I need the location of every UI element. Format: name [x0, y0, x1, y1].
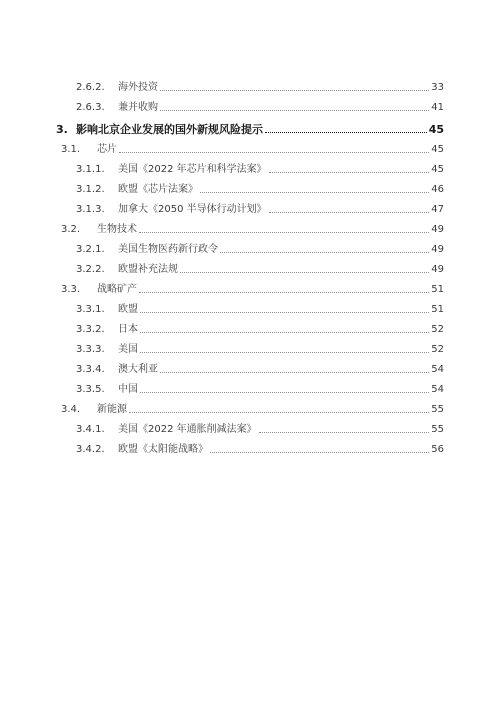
- toc-entry[interactable]: [0, 376, 500, 396]
- toc-dot-leader: [269, 212, 430, 213]
- toc-entry-title: 新能源: [97, 404, 127, 415]
- toc-dot-leader: [140, 352, 429, 353]
- toc-entry-title: 美国生物医药新行政令: [118, 244, 218, 255]
- toc-dot-leader: [139, 292, 429, 293]
- toc-entry-page-number: 49: [431, 244, 444, 255]
- toc-entry-number: 3.1.1.: [76, 164, 105, 175]
- toc-entry-title: 兼并收购: [118, 102, 158, 113]
- toc-entry[interactable]: [0, 156, 500, 176]
- toc-entry-number: 3.1.3.: [76, 204, 105, 215]
- toc-entry-page-number: 49: [431, 224, 444, 235]
- toc-entry-page-number: 51: [431, 304, 444, 315]
- toc-entry-number: 3.1.: [61, 144, 81, 155]
- toc-entry-page-number: 52: [431, 324, 444, 335]
- toc-entry-number: 3.3.5.: [76, 384, 105, 395]
- toc-entry-page-number: 51: [431, 284, 444, 295]
- toc-entry-page-number: 41: [431, 102, 444, 113]
- toc-dot-leader: [140, 392, 429, 393]
- toc-dot-leader: [265, 132, 427, 133]
- toc-dot-leader: [160, 372, 429, 373]
- toc-entry-page-number: 46: [431, 184, 444, 195]
- toc-entry-page-number: 54: [431, 384, 444, 395]
- toc-entry[interactable]: [0, 436, 500, 456]
- toc-entry-number: 3.3.2.: [76, 324, 105, 335]
- toc-entry-title: 欧盟: [118, 304, 138, 315]
- toc-entry-title: 加拿大《2050 半导体行动计划》: [118, 204, 267, 215]
- toc-entry[interactable]: [0, 236, 500, 256]
- table-of-contents: [0, 74, 500, 456]
- toc-entry-title: 生物技术: [97, 224, 137, 235]
- toc-entry[interactable]: [0, 176, 500, 196]
- toc-entry[interactable]: [0, 276, 500, 296]
- toc-entry-page-number: 49: [431, 264, 444, 275]
- toc-dot-leader: [140, 312, 429, 313]
- toc-entry-title: 影响北京企业发展的国外新规风险提示: [76, 123, 263, 136]
- toc-entry-number: 3.3.4.: [76, 364, 105, 375]
- toc-entry-page-number: 55: [431, 424, 444, 435]
- toc-entry-page-number: 47: [431, 204, 444, 215]
- toc-entry[interactable]: [0, 396, 500, 416]
- toc-dot-leader: [119, 152, 429, 153]
- toc-dot-leader: [180, 272, 429, 273]
- toc-entry[interactable]: [0, 114, 500, 136]
- toc-entry-title: 中国: [118, 384, 138, 395]
- toc-entry-number: 3.2.: [61, 224, 81, 235]
- toc-dot-leader: [220, 252, 429, 253]
- toc-entry[interactable]: [0, 94, 500, 114]
- toc-entry-page-number: 52: [431, 344, 444, 355]
- toc-entry-number: 3.4.: [61, 404, 81, 415]
- toc-dot-leader: [210, 452, 429, 453]
- toc-entry-page-number: 54: [431, 364, 444, 375]
- toc-dot-leader: [140, 332, 429, 333]
- toc-entry[interactable]: [0, 416, 500, 436]
- toc-entry[interactable]: [0, 256, 500, 276]
- toc-entry[interactable]: [0, 356, 500, 376]
- toc-entry-page-number: 56: [431, 444, 444, 455]
- toc-entry-number: 3.1.2.: [76, 184, 105, 195]
- toc-entry-title: 欧盟《芯片法案》: [118, 184, 198, 195]
- toc-entry[interactable]: [0, 316, 500, 336]
- toc-entry-title: 芯片: [97, 144, 117, 155]
- toc-dot-leader: [200, 192, 429, 193]
- toc-dot-leader: [160, 90, 429, 91]
- toc-entry-title: 日本: [118, 324, 138, 335]
- toc-entry-title: 欧盟补充法规: [118, 264, 178, 275]
- toc-entry[interactable]: [0, 74, 500, 94]
- toc-entry[interactable]: [0, 196, 500, 216]
- toc-dot-leader: [129, 412, 429, 413]
- toc-entry-number: 2.6.2.: [76, 82, 105, 93]
- toc-entry-title: 美国《2022 年通胀削减法案》: [118, 424, 257, 435]
- toc-entry-number: 3.3.3.: [76, 344, 105, 355]
- toc-entry[interactable]: [0, 296, 500, 316]
- toc-entry-number: 3.: [56, 123, 68, 136]
- toc-entry-title: 美国: [118, 344, 138, 355]
- toc-dot-leader: [139, 232, 429, 233]
- toc-entry-page-number: 45: [431, 164, 444, 175]
- toc-entry-number: 3.3.1.: [76, 304, 105, 315]
- toc-entry[interactable]: [0, 216, 500, 236]
- toc-entry-page-number: 33: [431, 82, 444, 93]
- toc-entry-number: 3.4.2.: [76, 444, 105, 455]
- toc-dot-leader: [160, 110, 429, 111]
- toc-entry-page-number: 55: [431, 404, 444, 415]
- toc-entry-number: 3.2.1.: [76, 244, 105, 255]
- toc-entry-number: 2.6.3.: [76, 102, 105, 113]
- toc-dot-leader: [269, 172, 430, 173]
- toc-entry-number: 3.4.1.: [76, 424, 105, 435]
- toc-entry-number: 3.3.: [61, 284, 81, 295]
- toc-entry-page-number: 45: [428, 123, 444, 136]
- toc-entry-title: 海外投资: [118, 82, 158, 93]
- toc-entry[interactable]: [0, 336, 500, 356]
- toc-dot-leader: [259, 432, 430, 433]
- toc-entry-title: 澳大利亚: [118, 364, 158, 375]
- toc-entry-number: 3.2.2.: [76, 264, 105, 275]
- toc-entry-title: 战略矿产: [97, 284, 137, 295]
- toc-entry[interactable]: [0, 136, 500, 156]
- toc-entry-title: 欧盟《太阳能战略》: [118, 444, 208, 455]
- toc-entry-page-number: 45: [431, 144, 444, 155]
- toc-entry-title: 美国《2022 年芯片和科学法案》: [118, 164, 267, 175]
